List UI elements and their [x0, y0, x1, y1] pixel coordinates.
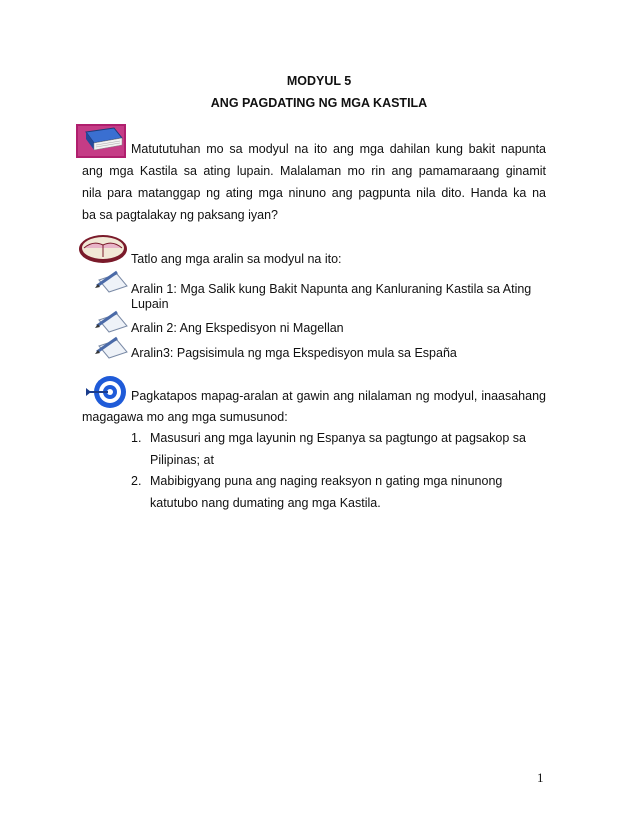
- intro-line-4: ba sa pagtalakay ng paksang iyan?: [82, 208, 278, 222]
- pencil-paper-icon: [95, 270, 131, 294]
- intro-line-3: nila para matanggap ng ating mga ninuno ang pagpunta nila dito. Handa ka na: [82, 186, 546, 200]
- module-subtitle: ANG PAGDATING NG MGA KASTILA: [210, 96, 428, 110]
- module-title: MODYUL 5: [286, 74, 352, 88]
- objective-1-number: 1.: [131, 431, 142, 445]
- lesson-1-line-2: Lupain: [131, 297, 169, 311]
- intro-line-2: ang mga Kastila sa ating lupain. Malalaman mo rin ang pamamaraang ginamit: [82, 164, 546, 178]
- pencil-paper-icon: [95, 310, 131, 334]
- objective-1-line-1: Masusuri ang mga layunin ng Espanya sa pagtungo at pagsakop sa: [150, 431, 526, 445]
- pencil-paper-icon: [95, 336, 131, 360]
- lesson-2: Aralin 2: Ang Ekspedisyon ni Magellan: [131, 321, 344, 335]
- objective-2-line-2: katutubo nang dumating ang mga Kastila.: [150, 496, 381, 510]
- book-icon: [76, 124, 126, 158]
- lesson-3: Aralin3: Pagsisimula ng mga Ekspedisyon mula sa España: [131, 346, 457, 360]
- objective-2-number: 2.: [131, 474, 142, 488]
- intro-line-1: Matututuhan mo sa modyul na ito ang mga dahilan kung bakit napunta: [131, 142, 546, 156]
- objectives-line-1: Pagkatapos mapag-aralan at gawin ang nilalaman ng modyul, inaasahang: [131, 389, 546, 403]
- lessons-heading: Tatlo ang mga aralin sa modyul na ito:: [131, 252, 342, 266]
- target-icon: [86, 374, 128, 410]
- objective-1-line-2: Pilipinas; at: [150, 453, 214, 467]
- objectives-line-2: magagawa mo ang mga sumusunod:: [82, 410, 288, 424]
- objective-2-line-1: Mabibigyang puna ang naging reaksyon n gating mga ninunong: [150, 474, 503, 488]
- page-number: 1: [537, 770, 544, 785]
- lesson-1-line-1: Aralin 1: Mga Salik kung Bakit Napunta ang Kanluraning Kastila sa Ating: [131, 282, 532, 296]
- open-book-icon: [78, 232, 128, 264]
